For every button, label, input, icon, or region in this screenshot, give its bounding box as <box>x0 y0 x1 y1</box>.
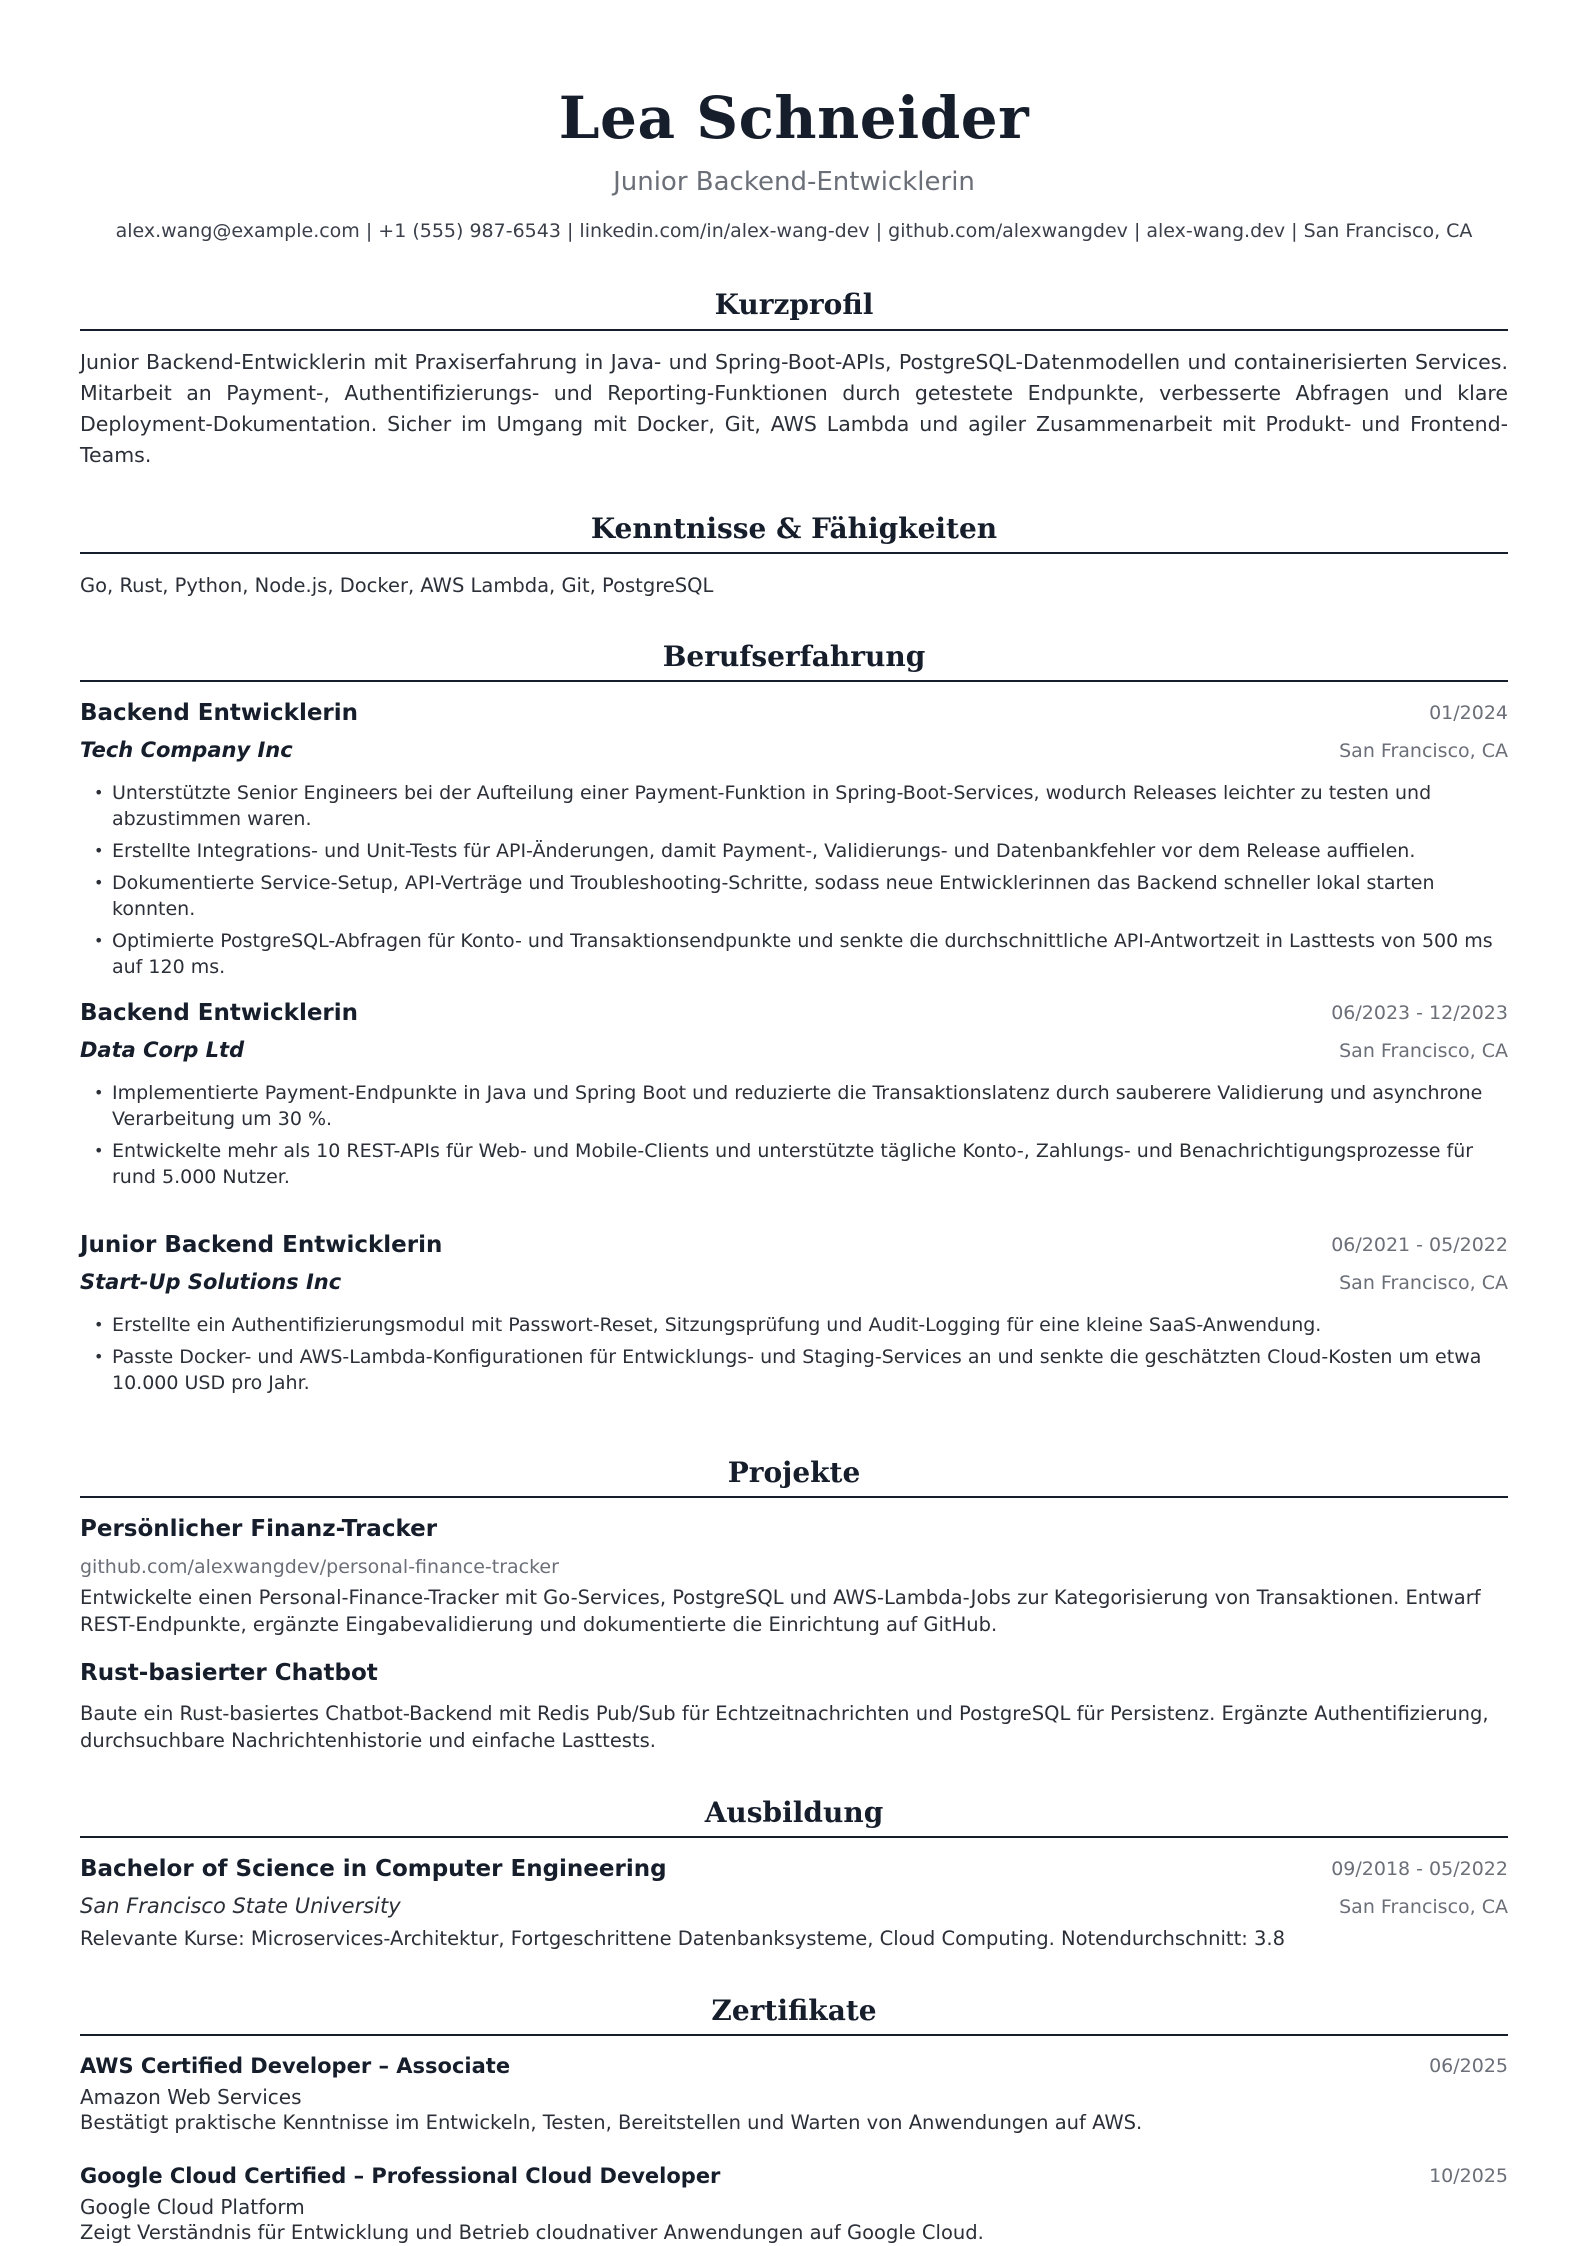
section-divider <box>80 1836 1508 1838</box>
section-heading-projects: Projekte <box>727 1456 861 1489</box>
job-location: San Francisco, CA <box>1339 740 1508 762</box>
certificate-issuer: Amazon Web Services <box>80 2085 302 2109</box>
job-date: 01/2024 <box>1429 702 1508 724</box>
certificate-description: Bestätigt praktische Kenntnisse im Entwickeln, Testen, Bereitstellen und Warten von Anwendungen auf AWS. <box>80 2111 1143 2134</box>
section-divider <box>80 552 1508 554</box>
education-date: 09/2018 - 05/2022 <box>1331 1858 1508 1880</box>
section-heading-summary: Kurzprofil <box>714 288 874 321</box>
job-location: San Francisco, CA <box>1339 1040 1508 1062</box>
certificate-title: AWS Certified Developer – Associate <box>80 2054 511 2078</box>
job-bullets <box>80 780 1508 986</box>
candidate-name: Lea Schneider <box>558 84 1030 152</box>
job-location: San Francisco, CA <box>1339 1272 1508 1294</box>
section-divider <box>80 1496 1508 1498</box>
list-item: • Erstellte ein Authentifizierungsmodul mit Passwort-Reset, Sitzungsprüfung und Audit-Logging für eine kleine SaaS-Anwendung. <box>94 1314 1322 1336</box>
certificate-title: Google Cloud Certified – Professional Cloud Developer <box>80 2164 721 2188</box>
job-title: Junior Backend Entwicklerin <box>80 1232 443 1258</box>
list-item: • Implementierte Payment-Endpunkte in Java und Spring Boot und reduzierte die Transaktionslatenz durch sauberere Validierung und asynchrone Verarbeitung um 30 %. <box>94 1082 1483 1130</box>
job-date: 06/2021 - 05/2022 <box>1331 1234 1508 1256</box>
summary-text: Junior Backend-Entwicklerin mit Praxiserfahrung in Java- und Spring-Boot-APIs, PostgreSQL-Datenmodellen und containerisierten Services. Mitarbeit an Payment-, Authentifizierungs- und Reporting-Funktionen durch getestete Endpunkte, verbesserte Abfragen und klare Deployment-Dokumentation. Sicher im Umgang mit Docker, Git, AWS Lambda und agiler Zusammenarbeit mit Produkt- und Frontend-Teams. <box>80 350 1508 467</box>
job-bullets <box>80 1080 1508 1196</box>
candidate-title: Junior Backend-Entwicklerin <box>613 167 975 197</box>
section-divider <box>80 680 1508 682</box>
certificate-description: Zeigt Verständnis für Entwicklung und Betrieb cloudnativer Anwendungen auf Google Cloud. <box>80 2221 984 2244</box>
section-heading-experience: Berufserfahrung <box>662 640 926 673</box>
school-name: San Francisco State University <box>80 1894 401 1918</box>
list-item: • Erstellte Integrations- und Unit-Tests für API-Änderungen, damit Payment-, Validierungs- und Datenbankfehler vor dem Release auffielen. <box>94 840 1416 862</box>
project-link[interactable]: github.com/alexwangdev/personal-finance-tracker <box>80 1556 559 1578</box>
list-item: • Unterstützte Senior Engineers bei der Aufteilung einer Payment-Funktion in Spring-Boot-Services, wodurch Releases leichter zu testen und abzustimmen waren. <box>94 782 1432 830</box>
job-date: 06/2023 - 12/2023 <box>1331 1002 1508 1024</box>
skills-list: Go, Rust, Python, Node.js, Docker, AWS Lambda, Git, PostgreSQL <box>80 574 714 597</box>
list-item: • Dokumentierte Service-Setup, API-Verträge und Troubleshooting-Schritte, sodass neue Entwicklerinnen das Backend schneller lokal starten konnten. <box>94 872 1435 920</box>
company-name: Tech Company Inc <box>80 738 293 762</box>
section-divider <box>80 2034 1508 2036</box>
project-title: Rust-basierter Chatbot <box>80 1660 378 1686</box>
section-heading-skills: Kenntnisse & Fähigkeiten <box>590 512 998 545</box>
company-name: Start-Up Solutions Inc <box>80 1270 342 1294</box>
project-description: Entwickelte einen Personal-Finance-Tracker mit Go-Services, PostgreSQL und AWS-Lambda-Jobs zur Kategorisierung von Transaktionen. Entwarf REST-Endpunkte, ergänzte Eingabevalidierung und dokumentierte die Einrichtung auf GitHub. <box>80 1586 1481 1636</box>
project-description: Baute ein Rust-basiertes Chatbot-Backend mit Redis Pub/Sub für Echtzeitnachrichten und PostgreSQL für Persistenz. Ergänzte Authentifizierung, durchsuchbare Nachrichtenhistorie und einfache Lasttests. <box>80 1702 1489 1752</box>
company-name: Data Corp Ltd <box>80 1038 245 1062</box>
list-item: • Entwickelte mehr als 10 REST-APIs für Web- und Mobile-Clients und unterstützte tägliche Konto-, Zahlungs- und Benachrichtigungsprozesse für rund 5.000 Nutzer. <box>94 1140 1474 1188</box>
project-title: Persönlicher Finanz-Tracker <box>80 1516 438 1542</box>
section-heading-certificates: Zertifikate <box>711 1994 877 2027</box>
job-title: Backend Entwicklerin <box>80 700 359 726</box>
contact-line: alex.wang@example.com | +1 (555) 987-6543 | linkedin.com/in/alex-wang-dev | github.com/alexwangdev | alex-wang.dev | San Francisco, CA <box>115 220 1473 242</box>
list-item: • Optimierte PostgreSQL-Abfragen für Konto- und Transaktionsendpunkte und senkte die durchschnittliche API-Antwortzeit in Lasttests von 500 ms auf 120 ms. <box>94 930 1493 978</box>
section-divider <box>80 329 1508 331</box>
certificate-date: 10/2025 <box>1429 2165 1508 2187</box>
education-location: San Francisco, CA <box>1339 1896 1508 1918</box>
certificate-issuer: Google Cloud Platform <box>80 2195 305 2219</box>
degree-title: Bachelor of Science in Computer Engineering <box>80 1856 667 1882</box>
certificate-date: 06/2025 <box>1429 2055 1508 2077</box>
education-details: Relevante Kurse: Microservices-Architektur, Fortgeschrittene Datenbanksysteme, Cloud Computing. Notendurchschnitt: 3.8 <box>80 1927 1286 1950</box>
job-bullets <box>80 1312 1508 1402</box>
section-heading-education: Ausbildung <box>704 1796 884 1829</box>
list-item: • Passte Docker- und AWS-Lambda-Konfigurationen für Entwicklungs- und Staging-Services an und senkte die geschätzten Cloud-Kosten um etwa 10.000 USD pro Jahr. <box>94 1346 1482 1394</box>
job-title: Backend Entwicklerin <box>80 1000 359 1026</box>
